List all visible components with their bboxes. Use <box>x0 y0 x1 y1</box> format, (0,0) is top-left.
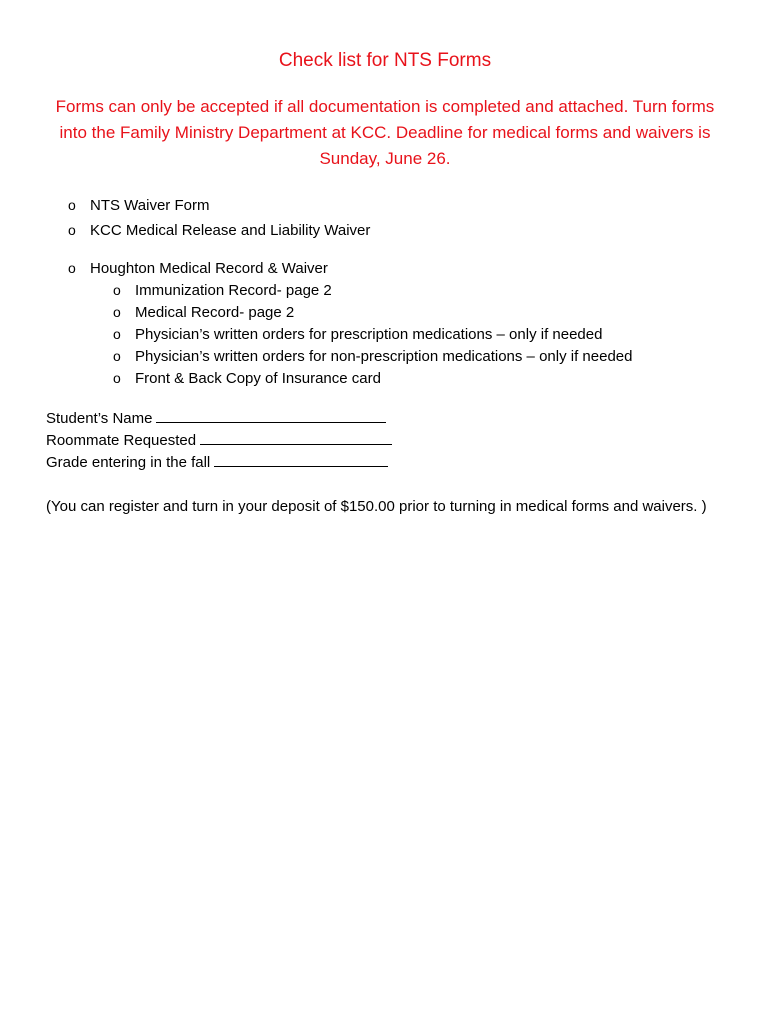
sub-checklist-item <box>113 302 294 323</box>
sub-checklist-item-label: Immunization Record- page 2 <box>135 282 332 299</box>
student-name-field <box>46 408 386 429</box>
grade-blank[interactable] <box>214 452 388 467</box>
bullet-icon: o <box>68 197 76 213</box>
sub-checklist-item-label: Physician’s written orders for prescription medications – only if needed <box>135 326 603 343</box>
sub-checklist-item <box>113 346 632 367</box>
roommate-label: Roommate Requested <box>46 432 197 449</box>
sub-checklist-item-label: Front & Back Copy of Insurance card <box>135 370 381 387</box>
grade-label: Grade entering in the fall <box>46 454 211 471</box>
checklist-item-label: NTS Waiver Form <box>90 197 210 214</box>
checklist-item <box>68 220 370 241</box>
roommate-field <box>46 430 392 451</box>
sub-checklist-item <box>113 324 602 345</box>
bullet-icon: o <box>113 282 121 298</box>
page-title: Check list for NTS Forms <box>278 50 492 71</box>
intro-notice: Forms can only be accepted if all documentation is completed and attached. Turn forms into the Family Ministry Department at KCC. Deadline for medical forms and waivers is Sunday, June 26. <box>55 97 715 168</box>
sub-checklist-item <box>113 368 381 389</box>
checklist-item-label: KCC Medical Release and Liability Waiver <box>90 222 371 239</box>
student-name-label: Student’s Name <box>46 410 153 427</box>
bullet-icon: o <box>113 370 121 386</box>
checklist-item-label: Houghton Medical Record & Waiver <box>90 260 328 277</box>
roommate-blank[interactable] <box>200 430 392 445</box>
student-name-blank[interactable] <box>156 408 386 423</box>
bullet-icon: o <box>113 304 121 320</box>
bullet-icon: o <box>68 260 76 276</box>
sub-checklist-item-label: Physician’s written orders for non-prescription medications – only if needed <box>135 348 633 365</box>
sub-checklist-item-label: Medical Record- page 2 <box>135 304 295 321</box>
grade-field <box>46 452 388 473</box>
bullet-icon: o <box>113 348 121 364</box>
checklist-item <box>68 195 209 216</box>
sub-checklist-item <box>113 280 332 301</box>
bullet-icon: o <box>113 326 121 342</box>
checklist-item <box>68 258 328 279</box>
deposit-note: (You can register and turn in your deposit of $150.00 prior to turning in medical forms and waivers. ) <box>46 498 707 515</box>
bullet-icon: o <box>68 222 76 238</box>
